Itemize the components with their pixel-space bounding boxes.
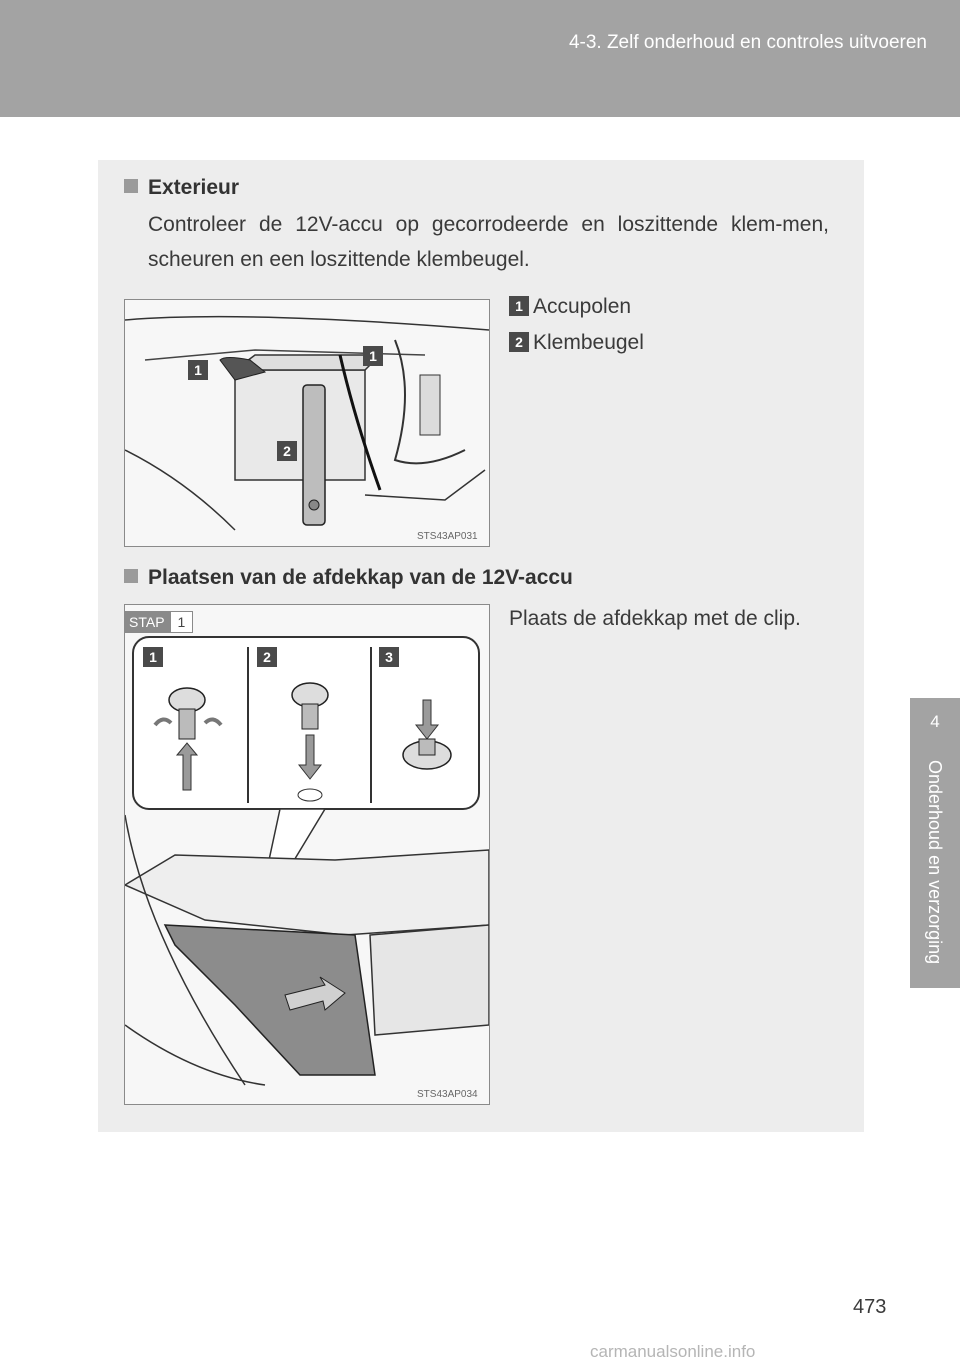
callout-1a: 1 [188, 360, 208, 380]
callout-1b: 1 [363, 346, 383, 366]
page-number: 473 [853, 1296, 887, 1318]
square-bullet-icon [124, 179, 138, 193]
watermark: carmanualsonline.info [590, 1342, 756, 1361]
section-title: 4-3. Zelf onderhoud en controles uitvoeren [568, 32, 927, 53]
legend-item-klembeugel: 2 Klembeugel [509, 331, 644, 355]
exterior-heading: Exterieur [124, 176, 239, 200]
panel-label-1: 1 [143, 647, 163, 667]
cover-text: Plaats de afdekkap met de clip. [509, 607, 801, 630]
battery-figure [124, 299, 490, 547]
step-badge: STAP 1 [124, 611, 193, 633]
exterior-text: Controleer de 12V-accu op gecorrodeerde en loszittende klem-men, scheuren en een loszittende klembeugel. [148, 213, 829, 271]
square-bullet-icon [124, 569, 138, 583]
figure-code: STS43AP034 [417, 1089, 478, 1100]
chapter-number: 4 [930, 712, 940, 731]
legend-item-accupolen: 1 Accupolen [509, 295, 631, 319]
battery-illustration [125, 300, 489, 546]
page-header [0, 0, 960, 117]
callout-2: 2 [277, 441, 297, 461]
cover-illustration [125, 605, 489, 1104]
panel-label-2: 2 [257, 647, 277, 667]
panel-label-3: 3 [379, 647, 399, 667]
cover-heading: Plaatsen van de afdekkap van de 12V-accu [124, 566, 573, 590]
cover-figure [124, 604, 490, 1105]
chapter-label: Onderhoud en verzorging [925, 760, 945, 965]
figure-code: STS43AP031 [417, 531, 478, 542]
